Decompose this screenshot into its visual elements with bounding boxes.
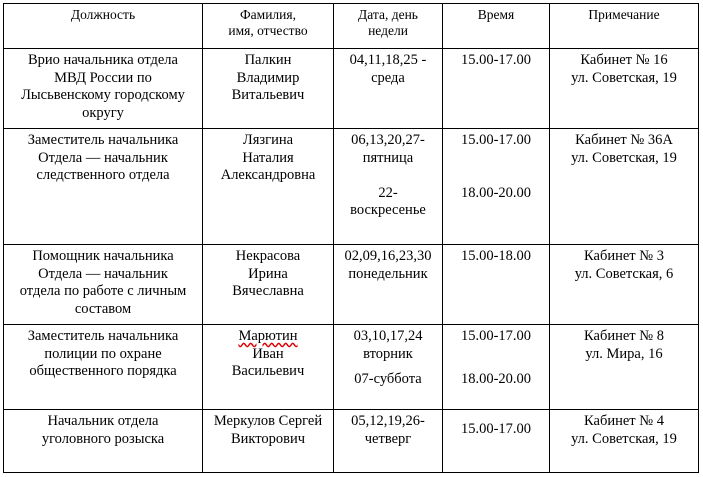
date-cell: 06,13,20,27- пятница 22- воскресенье [334,129,443,245]
date-cell: 02,09,16,23,30 понедельник [334,245,443,325]
time-cell: 15.00-17.00 [443,410,550,473]
header-date: Дата, день недели [334,4,443,49]
header-name: Фамилия, имя, отчество [203,4,334,49]
header-note: Примечание [550,4,699,49]
note-cell: Кабинет № 3 ул. Советская, 6 [550,245,699,325]
name-cell: Некрасова Ирина Вячеславна [203,245,334,325]
note-cell: Кабинет № 36А ул. Советская, 19 [550,129,699,245]
time-cell: 15.00-17.00 18.00-20.00 [443,129,550,245]
table-row [4,245,699,325]
note-cell: Кабинет № 4 ул. Советская, 19 [550,410,699,473]
time-cell: 15.00-17.00 [443,49,550,129]
table-row [4,49,699,129]
name-cell: Палкин Владимир Витальевич [203,49,334,129]
header-position: Должность [4,4,203,49]
time-cell: 15.00-17.00 18.00-20.00 [443,325,550,410]
position-cell: Заместитель начальника полиции по охране общественного порядка [4,325,203,410]
table-row [4,325,699,410]
position-cell: Помощник начальника Отдела — начальник отдела по работе с личным составом [4,245,203,325]
name-cell: Марютин Иван Васильевич [203,325,334,410]
position-cell: Начальник отдела уголовного розыска [4,410,203,473]
name-cell: Меркулов Сергей Викторович [203,410,334,473]
time-cell: 15.00-18.00 [443,245,550,325]
position-cell: Заместитель начальника Отдела — начальник следственного отдела [4,129,203,245]
note-cell: Кабинет № 8 ул. Мира, 16 [550,325,699,410]
table-row [4,410,699,473]
name-cell: Лязгина Наталия Александровна [203,129,334,245]
header-time: Время [443,4,550,49]
reception-schedule-table [3,3,699,473]
date-cell: 03,10,17,24 вторник 07-суббота [334,325,443,410]
note-cell: Кабинет № 16 ул. Советская, 19 [550,49,699,129]
table-row [4,129,699,245]
date-cell: 04,11,18,25 - среда [334,49,443,129]
date-cell: 05,12,19,26- четверг [334,410,443,473]
position-cell: Врио начальника отдела МВД России по Лысьвенскому городскому округу [4,49,203,129]
table-header-row [4,4,699,49]
spellcheck-underline: Марютин [238,328,298,344]
